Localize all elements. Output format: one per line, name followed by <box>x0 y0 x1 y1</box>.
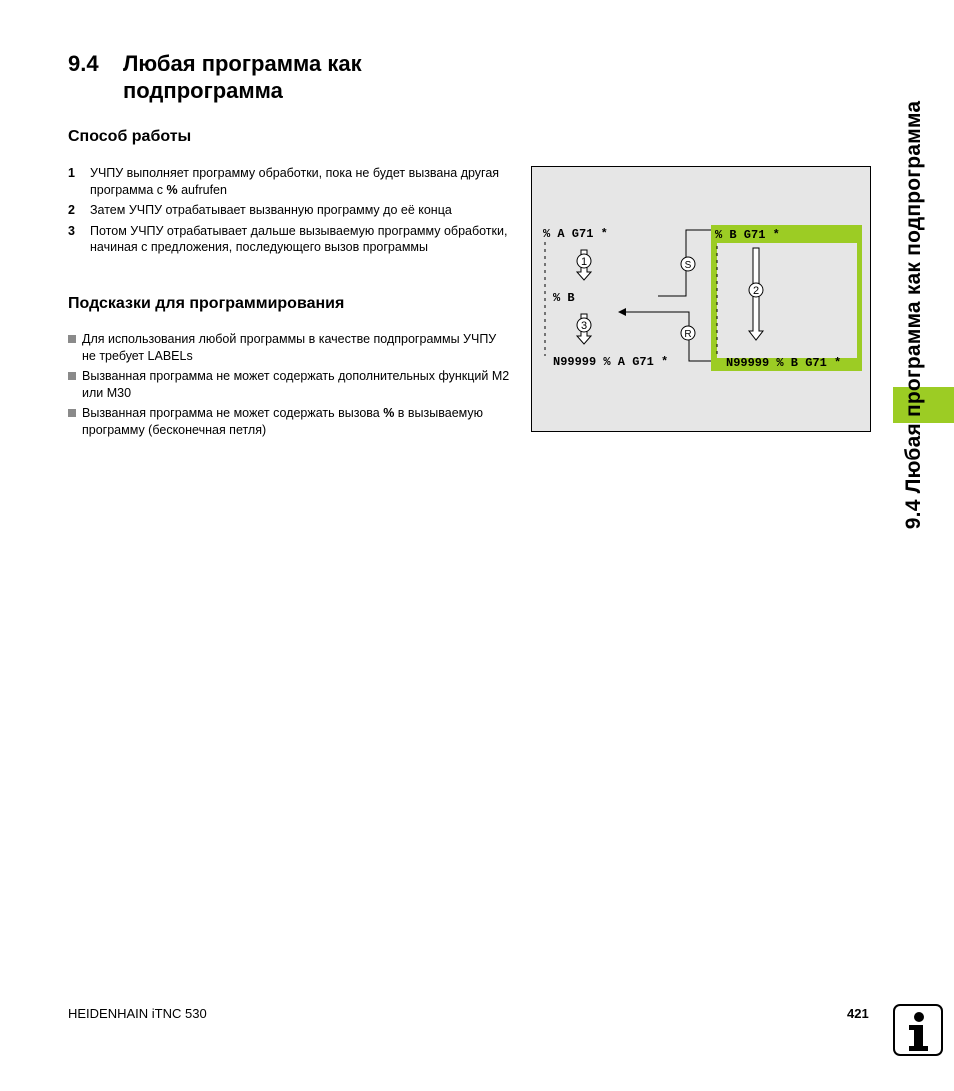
info-icon <box>893 1004 943 1056</box>
step-3-label: 3 <box>580 320 588 332</box>
hint-item: Вызванная программа не может содержать дополнительных функций M2 или M30 <box>68 368 513 401</box>
hint-item: Вызванная программа не может содержать вызова % в вызываемую программу (бесконечная петля) <box>68 405 513 438</box>
program-a-start: % A G71 * <box>543 227 608 241</box>
step-item: 3 Потом УЧПУ отрабатывает дальше вызываемую программу обработки, начиная с предложения, последующего вызов программы <box>68 223 508 254</box>
return-label: R <box>684 329 692 340</box>
program-b-body <box>717 243 857 358</box>
section-title-line1: Любая программа как <box>123 51 362 76</box>
side-title <box>893 52 935 577</box>
step-item: 2 Затем УЧПУ отрабатывает вызванную программу до её конца <box>68 203 452 217</box>
program-b-start: % B G71 * <box>715 228 780 242</box>
step-number: 2 <box>68 203 75 217</box>
jump-label: S <box>684 260 692 271</box>
section-title-line2: подпрограмма <box>123 78 283 103</box>
section-title <box>68 50 362 104</box>
page-number: 421 <box>847 1006 869 1021</box>
step-2-label: 2 <box>752 285 760 297</box>
step-item: 1 УЧПУ выполняет программу обработки, пока не будет вызвана другая программа с % aufrufen <box>68 166 500 197</box>
program-a-end: N99999 % A G71 * <box>553 355 669 369</box>
section-number: 9.4 <box>68 51 99 76</box>
program-b-end: N99999 % B G71 * <box>726 356 842 370</box>
footer-product: HEIDENHAIN iTNC 530 <box>68 1006 207 1021</box>
hint-item: Для использования любой программы в качестве подпрограммы УЧПУ не требует LABELs <box>68 331 513 364</box>
step-1-label: 1 <box>580 256 588 268</box>
working-heading: Способ работы <box>68 128 192 145</box>
call-block: % B <box>553 291 575 305</box>
step-number: 3 <box>68 223 75 238</box>
hints-list <box>68 331 513 442</box>
side-title-text: 9.4 Любая программа как подпрограмма <box>902 100 926 529</box>
step-number: 1 <box>68 166 75 180</box>
steps-list <box>68 165 513 260</box>
hints-heading: Подсказки для программирования <box>68 295 345 312</box>
subprogram-call-diagram <box>531 166 871 432</box>
